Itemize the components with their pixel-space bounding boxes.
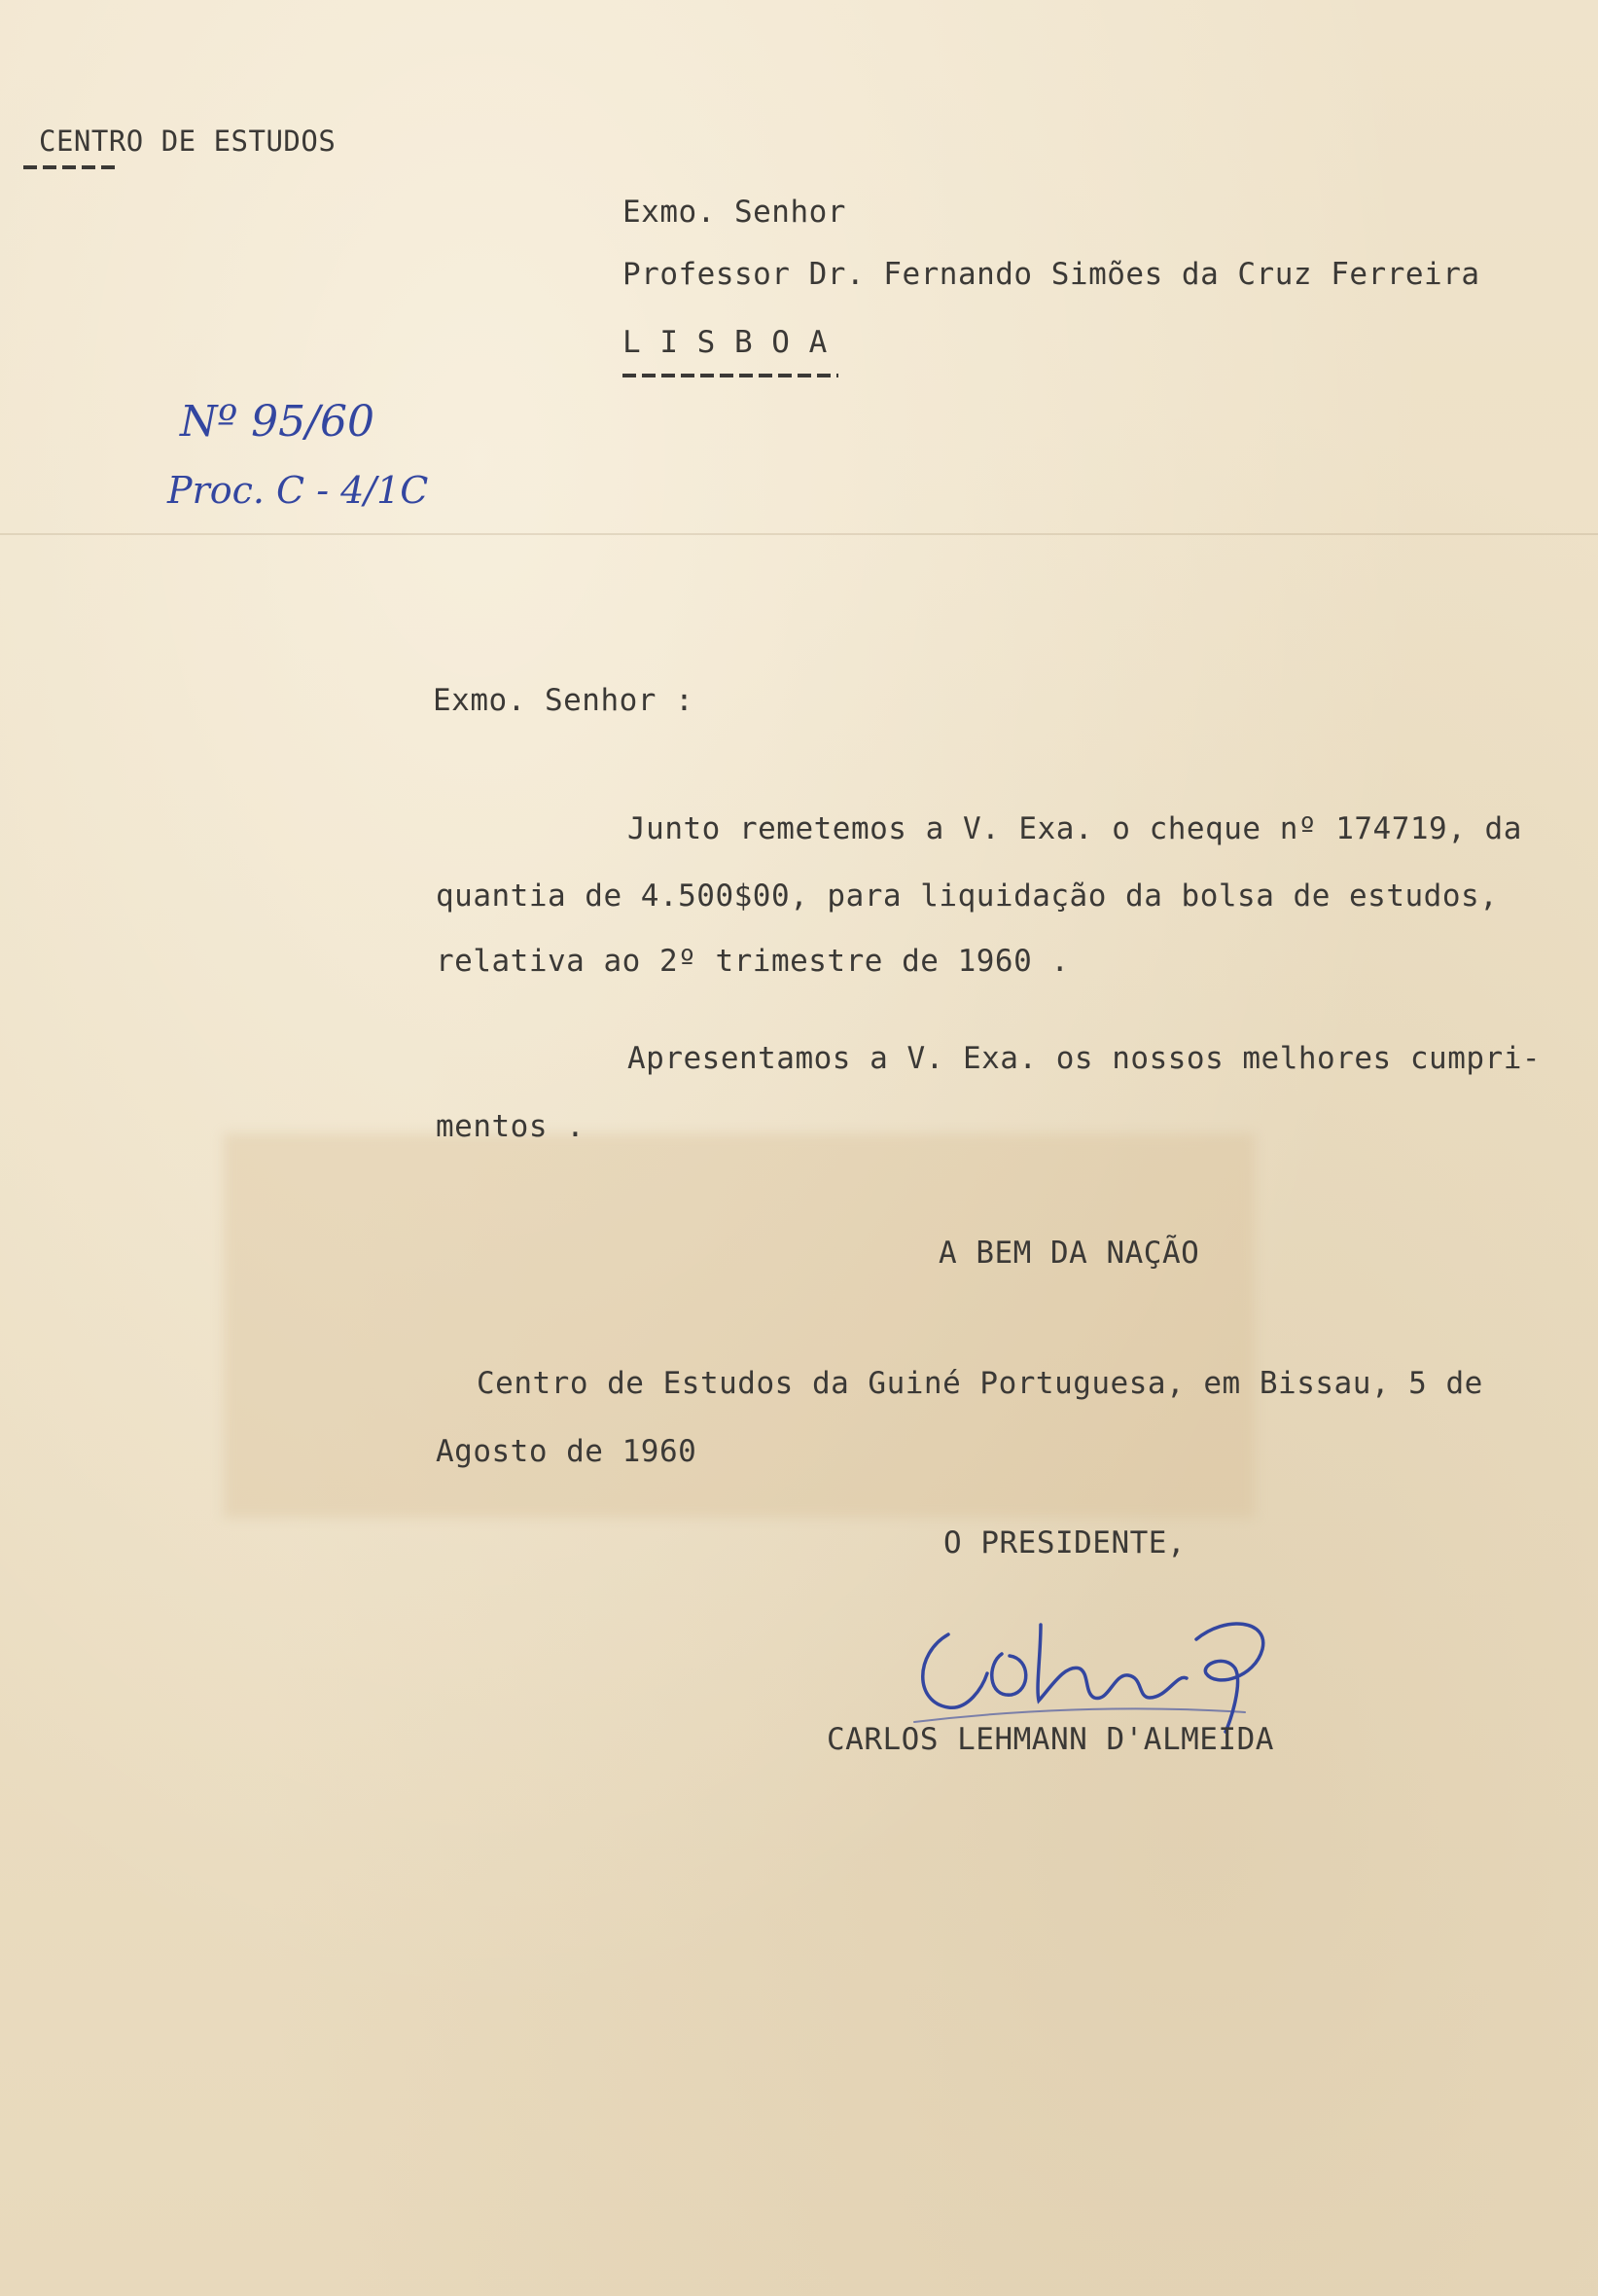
- signer-name: CARLOS LEHMANN D'ALMEIDA: [827, 1722, 1274, 1757]
- process-reference: Proc. C - 4/1C: [167, 469, 429, 512]
- greeting: Exmo. Senhor :: [433, 683, 694, 718]
- addressee-salutation: Exmo. Senhor: [622, 195, 846, 230]
- motto: A BEM DA NAÇÃO: [939, 1236, 1200, 1271]
- institution-underline: [23, 165, 121, 169]
- paper-stain: [224, 1133, 1255, 1518]
- paragraph1-line1: Junto remetemos a V. Exa. o cheque nº 174719, da: [627, 811, 1522, 846]
- handwritten-signature: [895, 1596, 1332, 1741]
- paragraph1-line2: quantia de 4.500$00, para liquidação da bolsa de estudos,: [436, 879, 1499, 914]
- place-date-line1: Centro de Estudos da Guiné Portuguesa, em Bissau, 5 de: [477, 1366, 1483, 1401]
- place-date-line2: Agosto de 1960: [436, 1434, 697, 1469]
- paragraph2-line2: mentos .: [436, 1109, 586, 1144]
- reference-number: Nº 95/60: [180, 397, 374, 447]
- city-underline: [622, 374, 838, 377]
- institution-header: CENTRO DE ESTUDOS: [39, 125, 337, 158]
- addressee-name: Professor Dr. Fernando Simões da Cruz Ferreira: [622, 257, 1480, 292]
- paper-fold: [0, 533, 1598, 535]
- addressee-city: L I S B O A: [622, 325, 828, 360]
- paragraph1-line3: relativa ao 2º trimestre de 1960 .: [436, 944, 1070, 979]
- closing-title: O PRESIDENTE,: [943, 1525, 1187, 1561]
- paragraph2-line1: Apresentamos a V. Exa. os nossos melhores cumpri-: [627, 1041, 1542, 1076]
